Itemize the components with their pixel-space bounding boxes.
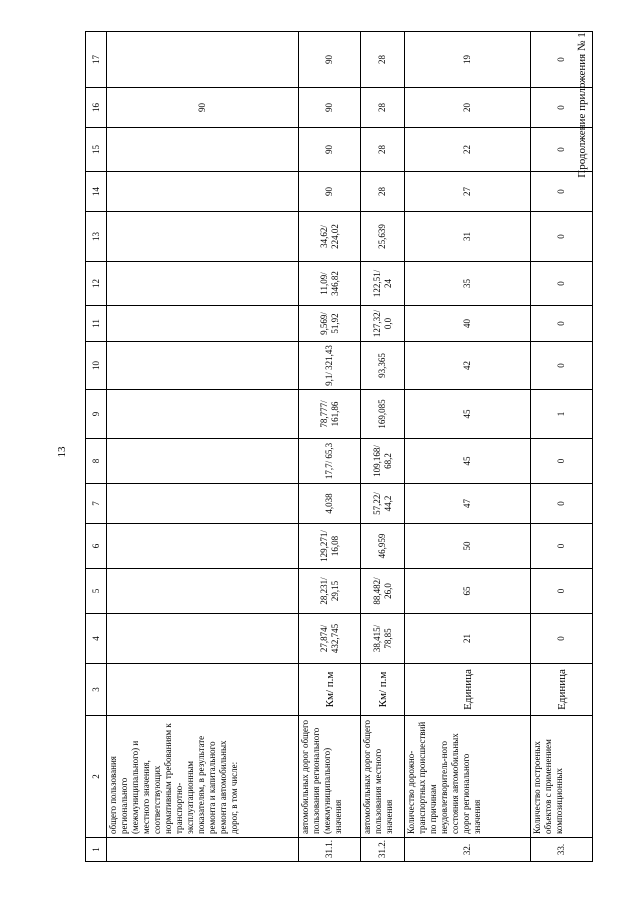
value-cell [107,32,299,88]
page-number: 13 [56,446,68,458]
value-cell: 34,62/ 224,02 [299,212,361,262]
value-cell: 11,09/ 346,82 [299,262,361,306]
value-cell [107,524,299,569]
unit-cell: Единица [531,664,593,716]
value-cell [107,439,299,484]
indicator-name-cell: Количество построеных объектов с применением композиционных [531,716,593,838]
value-cell: 1 [531,390,593,439]
value-cell: 0 [531,262,593,306]
value-cell: 46,959 [361,524,405,569]
value-cell: 129,271/ 16,08 [299,524,361,569]
value-cell: 27,874/ 432,745 [299,614,361,664]
indicator-name-cell: автомобильных дорог общего пользования местного значения [361,716,405,838]
value-cell: 90 [299,88,361,128]
header-cell: 11 [86,306,107,342]
value-cell: 9,569/ 51,92 [299,306,361,342]
unit-cell: Км/ п.м [361,664,405,716]
value-cell: 50 [405,524,531,569]
value-cell: 88,482/ 26,0 [361,569,405,614]
rotated-table-container [85,32,589,862]
value-cell: 45 [405,439,531,484]
header-cell: 8 [86,439,107,484]
value-cell: 57,22/ 44,2 [361,484,405,524]
unit-cell: Км/ п.м [299,664,361,716]
value-cell: 28 [361,32,405,88]
value-cell: 38,415/ 78,85 [361,614,405,664]
value-cell [107,172,299,212]
value-cell: 0 [531,172,593,212]
value-cell: 47 [405,484,531,524]
value-cell: 0 [531,569,593,614]
table-row [361,32,405,862]
value-cell: 0 [531,614,593,664]
value-cell: 0 [531,306,593,342]
value-cell: 4,038 [299,484,361,524]
value-cell [107,484,299,524]
value-cell: 9,1/ 321,43 [299,342,361,390]
value-cell: 28 [361,88,405,128]
header-cell: 5 [86,569,107,614]
row-number-cell: 31.1. [299,838,361,862]
row-number-cell [107,838,299,862]
value-cell: 0 [531,88,593,128]
row-number-cell: 31.2. [361,838,405,862]
value-cell: 93,365 [361,342,405,390]
value-cell [107,390,299,439]
unit-cell [107,664,299,716]
header-cell: 7 [86,484,107,524]
value-cell: 28,231/ 29,15 [299,569,361,614]
value-cell: 169,085 [361,390,405,439]
value-cell: 28 [361,172,405,212]
row-number-cell: 33. [531,838,593,862]
value-cell: 21 [405,614,531,664]
value-cell: 109,168/ 68,2 [361,439,405,484]
value-cell: 19 [405,32,531,88]
header-cell: 14 [86,172,107,212]
value-cell: 25,639 [361,212,405,262]
value-cell: 0 [531,524,593,569]
indicator-table [85,31,593,862]
header-cell: 1 [86,838,107,862]
value-cell: 27 [405,172,531,212]
table-row [299,32,361,862]
table-row [107,32,299,862]
indicator-name-cell: автомобильных дорог общего пользования регионального (межмуниципального) значения [299,716,361,838]
value-cell: 90 [299,32,361,88]
value-cell [107,212,299,262]
header-cell: 15 [86,128,107,172]
value-cell: 0 [531,342,593,390]
header-cell: 12 [86,262,107,306]
value-cell: 78,777/ 161,86 [299,390,361,439]
value-cell: 0 [531,128,593,172]
value-cell: 122,51/ 24 [361,262,405,306]
value-cell [107,128,299,172]
value-cell: 90 [299,128,361,172]
row-number-cell: 32. [405,838,531,862]
value-cell: 127,32/ 0,0 [361,306,405,342]
unit-cell: Единица [405,664,531,716]
value-cell: 28 [361,128,405,172]
header-cell: 2 [86,716,107,838]
value-cell: 17,7/ 65,3 [299,439,361,484]
indicator-name-cell: Количество дорожно-транспортных происшествий по причинам неудовлетворитель-ного состояния автомобильных дорог регионального значения [405,716,531,838]
value-cell: 40 [405,306,531,342]
value-cell: 0 [531,439,593,484]
header-cell: 4 [86,614,107,664]
value-cell: 20 [405,88,531,128]
value-cell: 65 [405,569,531,614]
table-wrapper [85,32,589,862]
value-cell: 0 [531,484,593,524]
header-cell: 3 [86,664,107,716]
value-cell: 31 [405,212,531,262]
value-cell [107,569,299,614]
header-cell: 6 [86,524,107,569]
value-cell: 42 [405,342,531,390]
indicator-name-cell: общего пользования регионального (межмуниципального) и местного значения, соответствующих нормативным требованиям к транспортно-эксплуатационным показателям, в результате ремонта и капитального ремонта автомобильных дорог, в том числе: [107,716,299,838]
header-row [86,32,107,862]
value-cell: 45 [405,390,531,439]
table-row [531,32,593,862]
header-cell: 17 [86,32,107,88]
value-cell [107,342,299,390]
appendix-note: Продолжение приложения № 1 [576,32,588,178]
header-cell: 16 [86,88,107,128]
header-cell: 13 [86,212,107,262]
value-cell: 22 [405,128,531,172]
value-cell: 90 [107,88,299,128]
value-cell: 0 [531,212,593,262]
value-cell [107,262,299,306]
header-cell: 9 [86,390,107,439]
table-row [405,32,531,862]
value-cell [107,614,299,664]
value-cell: 90 [299,172,361,212]
value-cell [107,306,299,342]
value-cell: 0 [531,32,593,88]
header-cell: 10 [86,342,107,390]
value-cell: 35 [405,262,531,306]
